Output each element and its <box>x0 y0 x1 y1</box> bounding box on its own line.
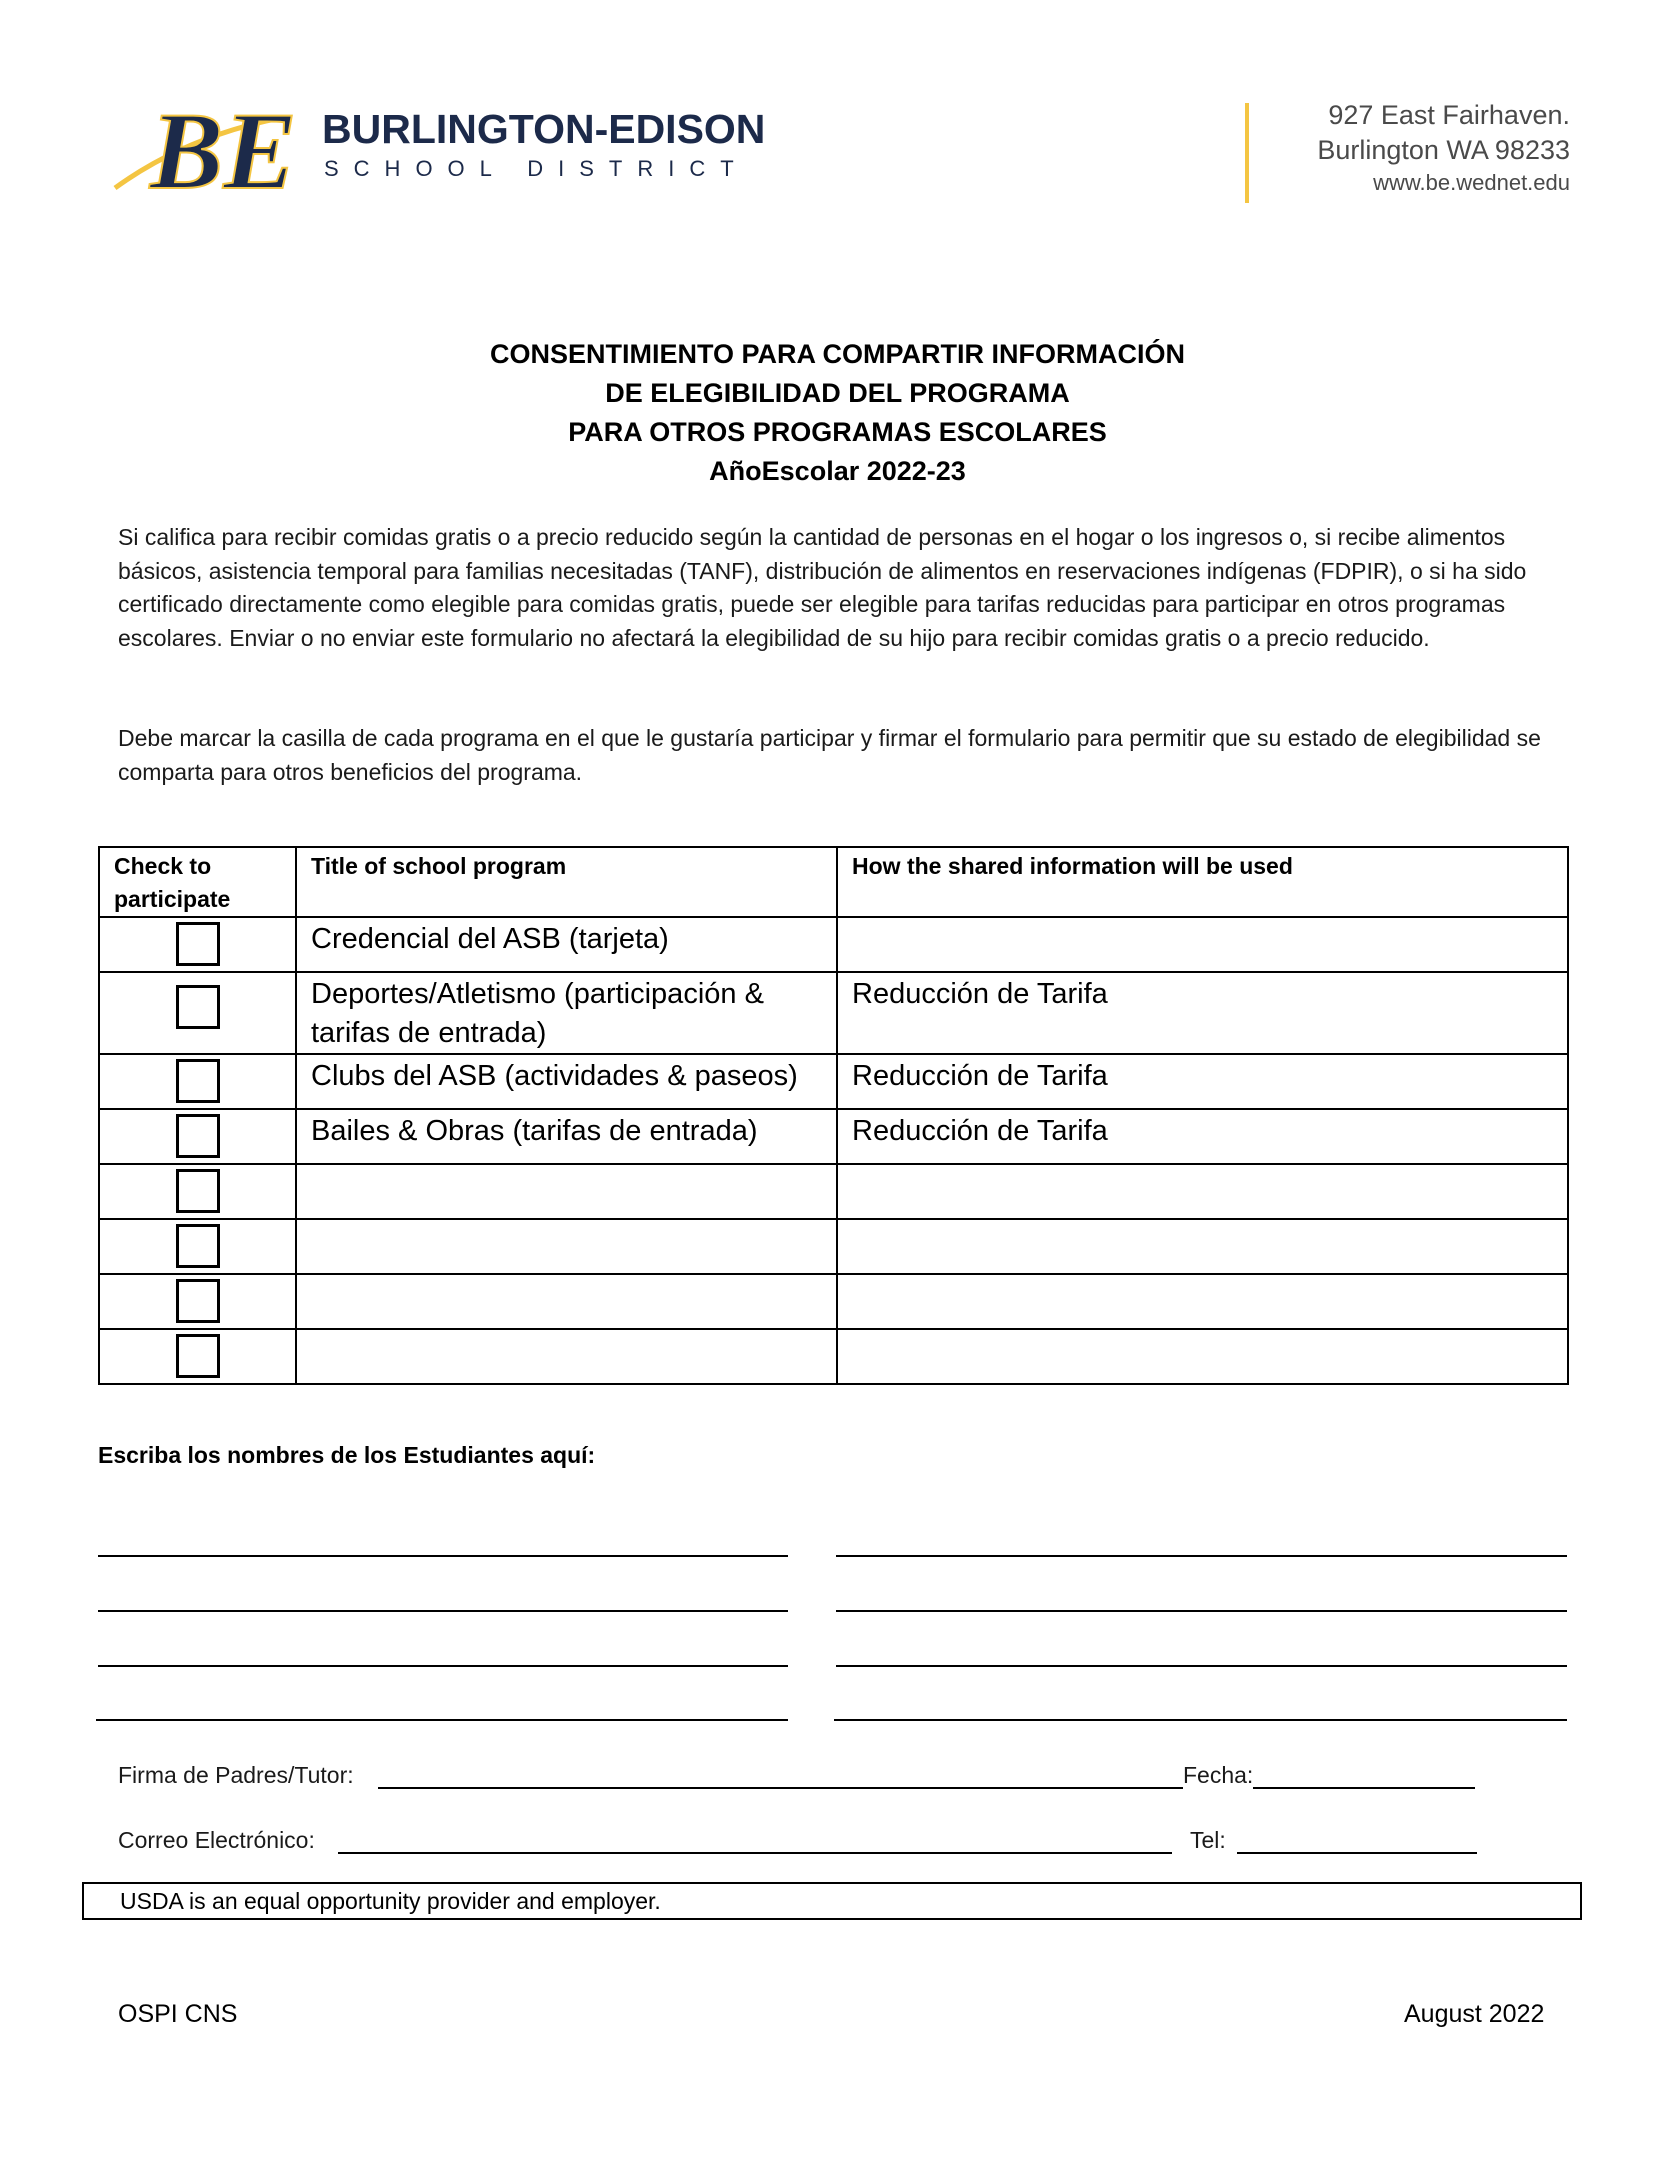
address-city: Burlington WA 98233 <box>1317 135 1570 165</box>
program-title-cell: Deportes/Atletismo (participación & tarifas de entrada) <box>296 972 837 1054</box>
district-name: BURLINGTON-EDISON <box>322 106 766 152</box>
table-row <box>99 917 1568 972</box>
table-row <box>99 1219 1568 1274</box>
student-name-line[interactable] <box>836 1555 1567 1557</box>
participate-checkbox[interactable] <box>176 1334 220 1378</box>
email-label: Correo Electrónico: <box>118 1827 315 1853</box>
district-subtitle: SCHOOL DISTRICT <box>324 156 749 181</box>
participate-checkbox[interactable] <box>176 1224 220 1268</box>
checkbox-cell <box>99 1164 296 1219</box>
table-row <box>99 972 1568 1054</box>
checkbox-cell <box>99 972 296 1054</box>
program-title-cell: Bailes & Obras (tarifas de entrada) <box>296 1109 837 1164</box>
usage-cell[interactable] <box>837 1164 1568 1219</box>
table-row <box>99 1164 1568 1219</box>
checkbox-cell <box>99 917 296 972</box>
phone-label: Tel: <box>1190 1827 1226 1853</box>
participate-checkbox[interactable] <box>176 1114 220 1158</box>
usda-notice: USDA is an equal opportunity provider and employer. <box>82 1882 1582 1920</box>
be-logo-icon <box>110 88 770 208</box>
checkbox-cell <box>99 1109 296 1164</box>
student-name-line[interactable] <box>98 1665 788 1667</box>
participate-checkbox[interactable] <box>176 1169 220 1213</box>
program-title-cell[interactable] <box>296 1219 837 1274</box>
parent-signature-field[interactable] <box>378 1787 1183 1789</box>
logo-letters: BE <box>150 90 297 208</box>
usage-cell: Reducción de Tarifa <box>837 1109 1568 1164</box>
parent-signature-label: Firma de Padres/Tutor: <box>118 1762 354 1788</box>
student-name-line[interactable] <box>836 1665 1567 1667</box>
intro-paragraph-1: Si califica para recibir comidas gratis o a precio reducido según la cantidad de personas en el hogar o los ingresos o, si recibe alimentos básicos, asistencia temporal para familias necesitadas (TANF), distribución de alimentos en reservaciones indígenas (FDPIR), o si ha sido certificado directamente como elegible para comidas gratis, puede ser elegible para tarifas reducidas para participar en otros programas escolares. Enviar o no enviar este formulario no afectará la elegibilidad de su hijo para recibir comidas gratis o a precio reducido. <box>118 524 1527 651</box>
email-field[interactable] <box>338 1852 1172 1854</box>
form-title <box>0 335 1675 491</box>
table-row <box>99 1054 1568 1109</box>
title-line-3: PARA OTROS PROGRAMAS ESCOLARES <box>568 417 1107 447</box>
student-name-line[interactable] <box>98 1610 788 1612</box>
students-label: Escriba los nombres de los Estudiantes aquí: <box>98 1442 596 1468</box>
table-header-row <box>99 847 1568 917</box>
program-title-cell: Credencial del ASB (tarjeta) <box>296 917 837 972</box>
usage-cell: Reducción de Tarifa <box>837 1054 1568 1109</box>
program-title-cell[interactable] <box>296 1329 837 1384</box>
usage-cell[interactable] <box>837 1274 1568 1329</box>
phone-field[interactable] <box>1237 1852 1477 1854</box>
participate-checkbox[interactable] <box>176 1279 220 1323</box>
district-address <box>1245 95 1585 205</box>
checkbox-cell <box>99 1329 296 1384</box>
header-usage: How the shared information will be used <box>837 847 1568 917</box>
intro-paragraph-2: Debe marcar la casilla de cada programa en el que le gustaría participar y firmar el formulario para permitir que su estado de elegibilidad se comparta para otros beneficios del programa. <box>118 725 1541 785</box>
title-line-4: AñoEscolar 2022-23 <box>709 456 966 486</box>
programs-table <box>98 846 1569 1385</box>
header-check: Check to participate <box>99 847 296 917</box>
title-line-1: CONSENTIMIENTO PARA COMPARTIR INFORMACIÓN <box>490 339 1185 369</box>
district-logo <box>110 88 770 208</box>
table-row <box>99 1274 1568 1329</box>
student-name-line[interactable] <box>96 1719 788 1721</box>
table-row <box>99 1329 1568 1384</box>
participate-checkbox[interactable] <box>176 985 220 1029</box>
student-name-line[interactable] <box>836 1610 1567 1612</box>
title-line-2: DE ELEGIBILIDAD DEL PROGRAMA <box>605 378 1070 408</box>
table-row <box>99 1109 1568 1164</box>
header-program-title: Title of school program <box>296 847 837 917</box>
footer-source: OSPI CNS <box>118 2000 238 2028</box>
student-name-line[interactable] <box>834 1719 1567 1721</box>
address-website[interactable]: www.be.wednet.edu <box>1373 170 1570 195</box>
checkbox-cell <box>99 1054 296 1109</box>
checkbox-cell <box>99 1219 296 1274</box>
usage-cell[interactable] <box>837 1329 1568 1384</box>
date-label: Fecha: <box>1183 1762 1254 1788</box>
address-divider <box>1245 103 1249 203</box>
usage-cell: Reducción de Tarifa <box>837 972 1568 1054</box>
student-name-line[interactable] <box>98 1555 788 1557</box>
program-title-cell[interactable] <box>296 1164 837 1219</box>
usage-cell[interactable] <box>837 1219 1568 1274</box>
participate-checkbox[interactable] <box>176 1059 220 1103</box>
participate-checkbox[interactable] <box>176 922 220 966</box>
checkbox-cell <box>99 1274 296 1329</box>
program-title-cell[interactable] <box>296 1274 837 1329</box>
date-field[interactable] <box>1253 1787 1475 1789</box>
program-title-cell: Clubs del ASB (actividades & paseos) <box>296 1054 837 1109</box>
usage-cell <box>837 917 1568 972</box>
footer-date: August 2022 <box>1404 2000 1545 2028</box>
address-street: 927 East Fairhaven. <box>1328 100 1570 130</box>
